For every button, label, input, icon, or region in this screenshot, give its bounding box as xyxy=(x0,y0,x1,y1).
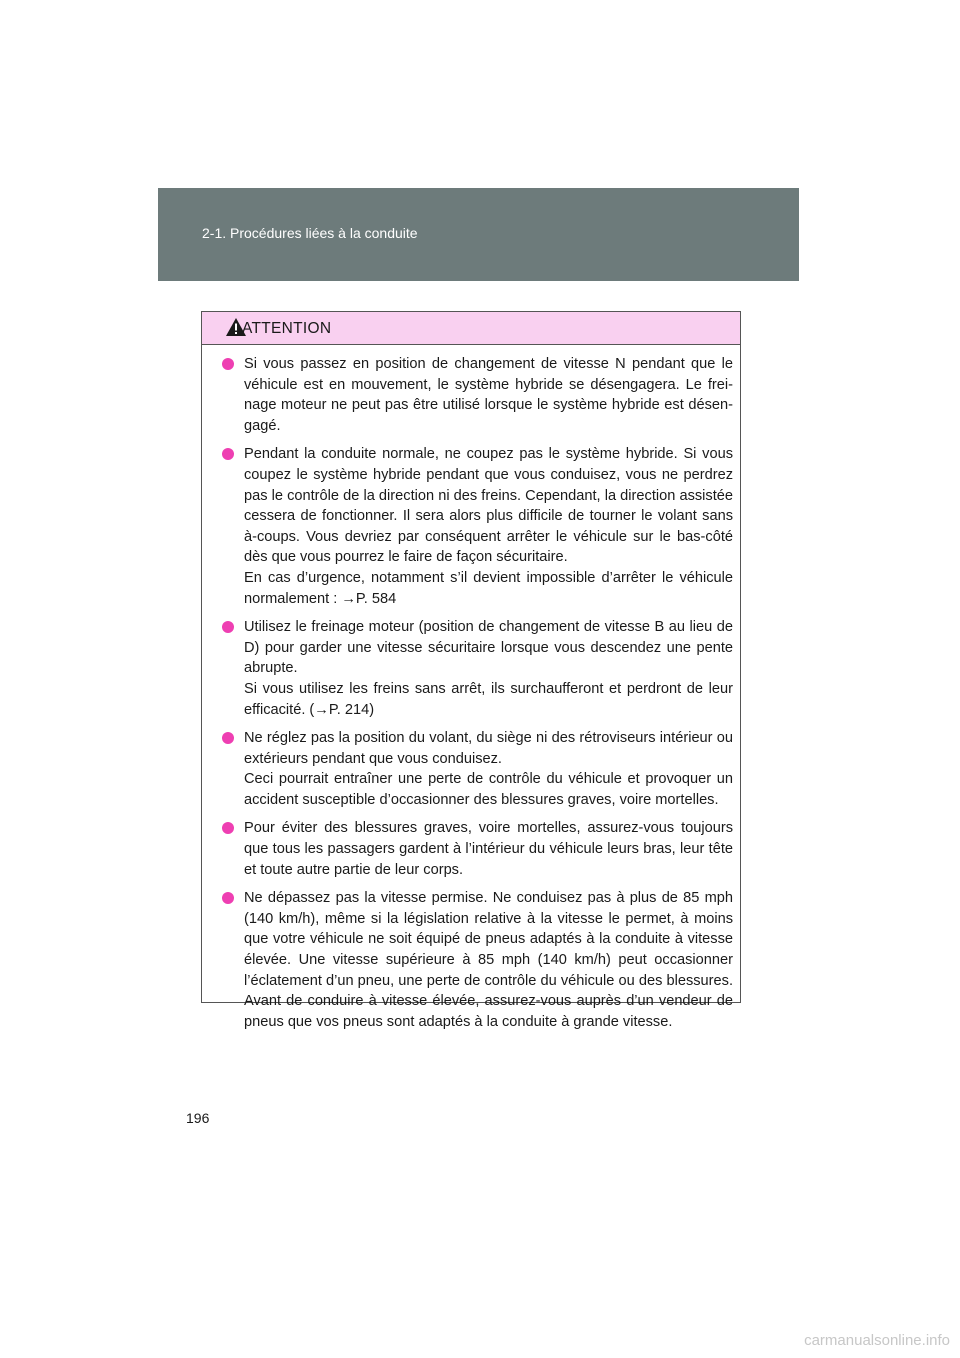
bullet-icon xyxy=(222,448,234,460)
bullet-icon xyxy=(222,358,234,370)
caution-item xyxy=(222,444,733,609)
bullet-icon xyxy=(222,822,234,834)
caution-paragraph: Ne dépassez pas la vitesse permise. Ne conduisez pas à plus de 85 mph (140 km/h), même si la législation relative à la vitesse le permet, à moins que votre véhicule ne soit équipé de pneus adaptés à la conduite à vitesse élevée. Une vitesse supérieure à 85 mph (140 km/h) peut occasionner l’éclatement d’un pneu, une perte de contrôle du véhicule ou des blessures. Avant de conduire à vitesse élevée, assurez-vous auprès d’un vendeur de pneus que vos pneus sont adaptés à la conduite à grande vitesse. xyxy=(244,890,733,1030)
watermark: carmanualsonline.info xyxy=(804,1332,950,1349)
caution-paragraph: En cas d’urgence, notamment s’il devient impossible d’arrêter le véhicule normalement : →P. 584 xyxy=(244,569,733,607)
caution-item xyxy=(222,354,733,436)
caution-list xyxy=(202,345,740,1032)
caution-paragraph: Pendant la conduite normale, ne coupez pas le système hybride. Si vous coupez le système hybride pendant que vous conduisez, vous ne perdrez pas le contrôle de la direction ni des freins. Cependant, la direction assistée cessera de fonctionner. Il sera alors plus difficile de tourner le volant sans à-coups. Vous devriez par conséquent arrêter le véhicule sur le bas-côté dès que vous pourrez le faire de façon sécuritaire. xyxy=(244,446,733,566)
caution-item xyxy=(222,617,733,720)
bullet-icon xyxy=(222,621,234,633)
caution-item xyxy=(222,728,733,810)
bullet-icon xyxy=(222,732,234,744)
section-title: 2-1. Procédures liées à la conduite xyxy=(202,225,418,241)
section-header-band xyxy=(158,188,799,281)
caution-paragraph: Si vous passez en position de changement de vitesse N pendant que le véhicule est en mouvement, le système hybride se désengagera. Le freinage moteur ne peut pas être utilisé lorsque le système hybride est désengagé. xyxy=(244,356,733,434)
caution-paragraph: Ceci pourrait entraîner une perte de contrôle du véhicule et provoquer un accident susceptible d’occasionner des blessures graves, voire mortelles. xyxy=(244,771,733,808)
caution-paragraph: Ne réglez pas la position du volant, du siège ni des rétroviseurs intérieur ou extérieurs pendant que vous conduisez. xyxy=(244,730,733,767)
caution-title: ATTENTION xyxy=(242,320,332,337)
caution-paragraph: Pour éviter des blessures graves, voire mortelles, assurez-vous toujours que tous les passagers gardent à l’intérieur du véhicule leurs bras, leur tête et toute autre partie de leur corps. xyxy=(244,820,733,878)
bullet-icon xyxy=(222,892,234,904)
caution-item xyxy=(222,888,733,1032)
page-number: 196 xyxy=(186,1110,210,1126)
caution-header xyxy=(202,312,740,345)
caution-item xyxy=(222,818,733,880)
caution-paragraph: Si vous utilisez les freins sans arrêt, ils surchaufferont et perdront de leur efficacité. (→P. 214) xyxy=(244,680,733,718)
caution-paragraph: Utilisez le freinage moteur (position de changement de vitesse B au lieu de D) pour garder une vitesse sécuritaire lorsque vous descendez une pente abrupte. xyxy=(244,619,733,677)
caution-box xyxy=(201,311,741,1030)
